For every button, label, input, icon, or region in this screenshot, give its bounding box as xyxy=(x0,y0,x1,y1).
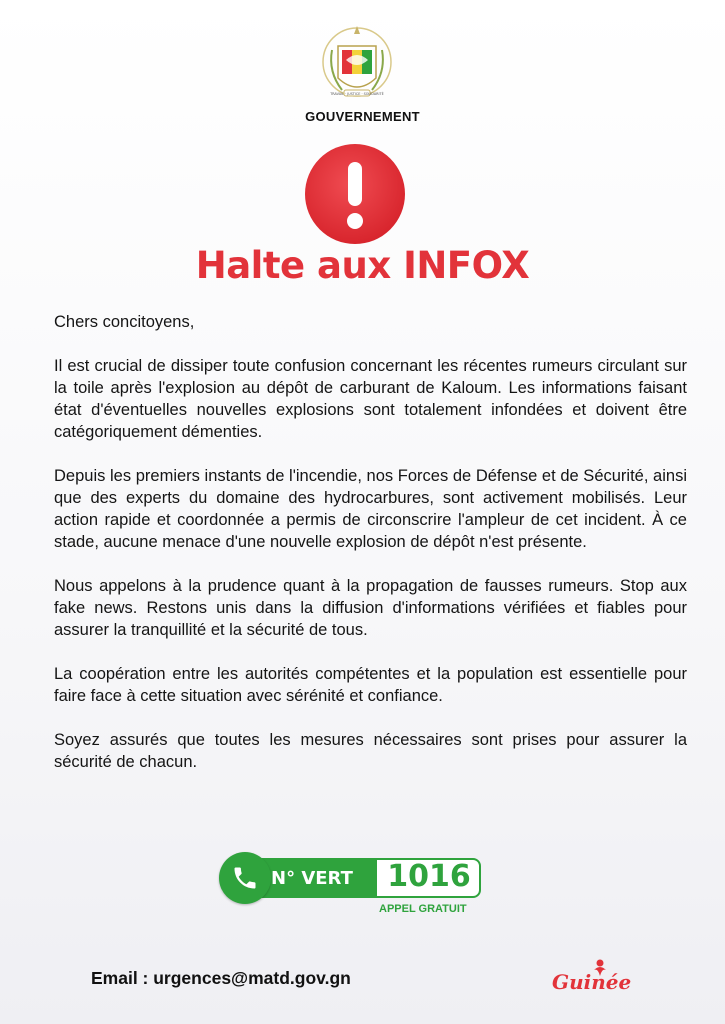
hotline-label: N° VERT xyxy=(271,868,353,889)
exclamation-alert-icon xyxy=(303,142,407,246)
hotline-number: 1016 xyxy=(387,859,471,894)
logo-text: Guinée xyxy=(552,970,632,994)
hotline-subtitle: APPEL GRATUIT xyxy=(379,903,467,915)
letter-body xyxy=(54,311,687,795)
hotline-bar xyxy=(249,858,481,898)
paragraph-4: La coopération entre les autorités compétentes et la population est essentielle pour faire face à cette situation avec sérénité et confiance. xyxy=(54,665,687,705)
phone-circle xyxy=(219,852,271,904)
letter-greeting: Chers concitoyens, xyxy=(54,313,195,331)
headline-title: Halte aux INFOX xyxy=(195,244,530,287)
guinee-logo xyxy=(552,958,632,1002)
coat-of-arms-emblem xyxy=(318,20,396,108)
hotline-badge xyxy=(219,852,485,922)
paragraph-1: Il est crucial de dissiper toute confusion concernant les récentes rumeurs circulant sur la toile après l'explosion au dépôt de carburant de Kaloum. Les informations faisant état d'éventuelles nouvelles explosions sont totalement infondées et doivent être catégoriquement démenties. xyxy=(54,357,687,441)
paragraph-2: Depuis les premiers instants de l'incendie, nos Forces de Défense et de Sécurité, ainsi que des experts du domaine des hydrocarbures, sont activement mobilisés. Leur action rapide et coordonnée a permis de circonscrire l'ampleur de cet incident. À ce stade, aucune menace d'une nouvelle explosion de dépôt n'est présente. xyxy=(54,467,687,551)
contact-email: Email : urgences@matd.gov.gn xyxy=(91,968,351,988)
government-label: GOUVERNEMENT xyxy=(305,109,420,124)
emblem-motto: TRAVAIL · JUSTICE · SOLIDARITÉ xyxy=(330,92,384,96)
paragraph-3: Nous appelons à la prudence quant à la propagation de fausses rumeurs. Stop aux fake news. Restons unis dans la diffusion d'informations vérifiées et fiables pour assurer la tranquillité et la sécurité de tous. xyxy=(54,577,687,639)
paragraph-5: Soyez assurés que toutes les mesures nécessaires sont prises pour assurer la sécurité de chacun. xyxy=(54,731,687,771)
phone-icon xyxy=(231,864,259,892)
